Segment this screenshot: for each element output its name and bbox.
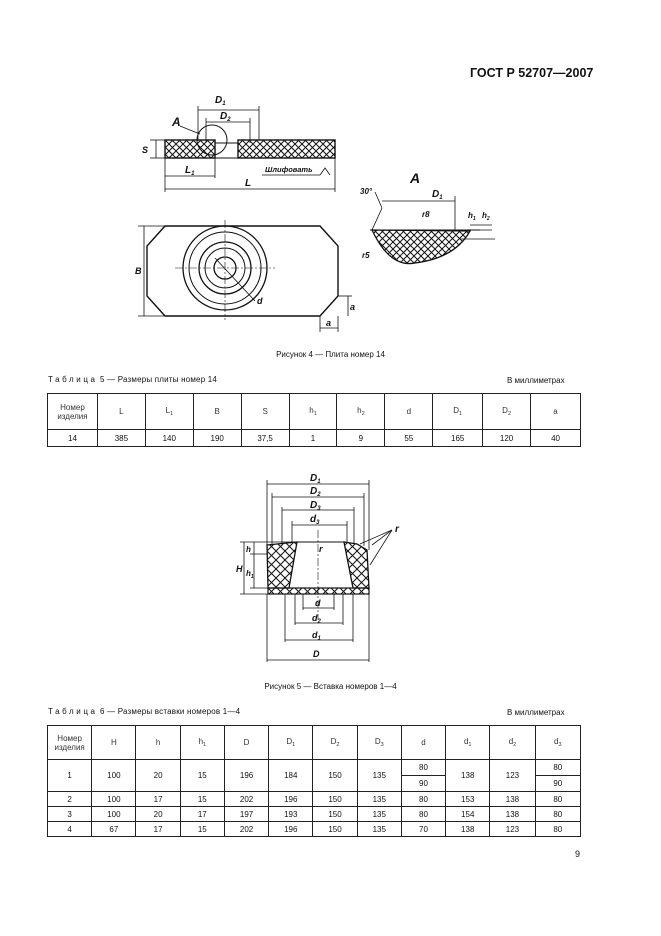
t5-cell: 120 [483, 430, 531, 447]
t6-cell: 150 [313, 760, 357, 792]
figure-4-caption: Рисунок 4 — Плита номер 14 [276, 350, 385, 359]
fig5-label-D1: $D_1$ [310, 473, 321, 485]
t5-h4 [241, 394, 289, 430]
t6-h5-text: D [286, 737, 293, 746]
table-5-title-text: 5 — Размеры плиты номер 14 [100, 375, 218, 384]
fig4-label-a-vertical: a [350, 302, 356, 312]
table-5-label-prefix: Таблица [48, 375, 98, 384]
t6-cell: 3 [48, 807, 92, 822]
fig5-label-r: r [319, 544, 323, 554]
t6-h10 [490, 726, 535, 760]
fig4-label-D2: $D_2$ [220, 111, 231, 123]
t5-h7 [385, 394, 433, 430]
t5-h6-sub: 2 [361, 411, 365, 417]
t5-cell: 165 [433, 430, 483, 447]
t5-h8-sub: 1 [459, 411, 463, 417]
t6-cell: 138 [446, 822, 490, 837]
t6-cell: 196 [269, 822, 313, 837]
t6-h5-sub: 1 [292, 742, 296, 748]
t6-cell: 20 [136, 760, 180, 792]
t6-cell: 150 [313, 807, 357, 822]
t5-h7-text: d [406, 407, 412, 416]
table-row [48, 430, 581, 447]
t6-h2-text: h [155, 738, 161, 747]
fig4-label-angle: 30° [360, 187, 373, 196]
t6-h9-sub: 1 [468, 742, 472, 748]
table-row [48, 822, 581, 837]
t5-h6-text: h [357, 406, 362, 415]
t6-cell: 80 [535, 822, 580, 837]
t6-h3-text: h [198, 737, 204, 746]
fig5-label-D2: $D_2$ [310, 486, 321, 498]
t6-cell: 80 [535, 760, 580, 776]
t5-cell: 9 [337, 430, 385, 447]
t5-h9-text: D [502, 406, 508, 415]
t6-cell: 1 [48, 760, 92, 792]
t5-h5 [289, 394, 337, 430]
t5-h6 [337, 394, 385, 430]
t6-cell: 80 [401, 760, 445, 776]
fig5-label-d2: $d_2$ [312, 613, 321, 625]
t6-h7-text: D [374, 737, 381, 746]
page-number: 9 [575, 849, 581, 859]
t6-h3-sub: 1 [203, 742, 207, 748]
t6-cell: 15 [180, 792, 224, 807]
fig4-label-D1b: $D_1$ [432, 189, 443, 201]
t6-cell: 123 [490, 822, 535, 837]
figure-5-caption: Рисунок 5 — Вставка номеров 1—4 [264, 682, 397, 691]
t5-h2 [145, 394, 193, 430]
t5-cell: 385 [97, 430, 145, 447]
fig5-label-d: d [315, 598, 321, 608]
t6-h1-text: H [110, 738, 117, 747]
t5-cell: 190 [193, 430, 241, 447]
t5-cell: 140 [145, 430, 193, 447]
figure-5-drawing [222, 470, 412, 670]
t6-cell: 67 [92, 822, 136, 837]
t6-cell: 138 [446, 760, 490, 792]
t6-h4-text: D [243, 738, 250, 747]
t5-h5-sub: 1 [313, 411, 317, 417]
t6-cell: 153 [446, 792, 490, 807]
table-6-title-text: 6 — Размеры вставки номеров 1—4 [100, 707, 241, 716]
t6-cell: 20 [136, 807, 180, 822]
t6-h10-text: d [508, 737, 514, 746]
t6-h2 [136, 726, 180, 760]
t6-cell: 17 [180, 807, 224, 822]
t6-cell: 138 [490, 807, 535, 822]
t5-h1-text: L [119, 407, 124, 416]
fig5-label-D: D [313, 649, 320, 659]
t6-cell: 196 [224, 760, 268, 792]
fig4-label-S: S [142, 145, 149, 155]
t6-h11 [535, 726, 580, 760]
fig4-label-grind: Шлифовать [265, 165, 313, 174]
t6-h8 [401, 726, 445, 760]
t6-h6-text: D [330, 737, 337, 746]
t6-cell: 17 [136, 822, 180, 837]
t6-h6 [313, 726, 357, 760]
t6-cell: 4 [48, 822, 92, 837]
table-6-header-row [48, 726, 581, 760]
table-6 [47, 725, 581, 837]
t5-cell: 55 [385, 430, 433, 447]
t6-h7-sub: 3 [380, 742, 384, 748]
t5-cell: 37,5 [241, 430, 289, 447]
fig4-label-d: d [257, 296, 263, 306]
fig4-label-D1: $D_1$ [215, 95, 226, 107]
t6-cell: 193 [269, 807, 313, 822]
t6-cell: 80 [535, 807, 580, 822]
fig4-label-A2: A [410, 170, 421, 186]
table-row [48, 792, 581, 807]
t5-h3-text: B [214, 407, 220, 416]
t5-h8-text: D [453, 406, 460, 415]
fig5-label-H: H [236, 564, 243, 574]
table-row [48, 807, 581, 822]
fig4-label-L1: $L_1$ [185, 165, 195, 177]
t6-cell: 202 [224, 822, 268, 837]
t6-cell: 138 [490, 792, 535, 807]
t5-cell: 40 [531, 430, 581, 447]
t5-h5-text: h [309, 406, 314, 415]
t5-h9 [483, 394, 531, 430]
t6-h1 [92, 726, 136, 760]
t6-cell: 202 [224, 792, 268, 807]
t6-cell: 196 [269, 792, 313, 807]
fig5-label-d3: $d_3$ [310, 514, 320, 526]
t5-h1 [97, 394, 145, 430]
t6-cell: 17 [136, 792, 180, 807]
t6-cell: 135 [357, 760, 401, 792]
fig4-label-B: B [135, 266, 142, 276]
t5-h10 [531, 394, 581, 430]
t6-cell: 100 [92, 792, 136, 807]
fig5-label-h1: $h_1$ [246, 569, 254, 580]
fig4-label-h1: $h_1$ [468, 211, 476, 222]
t5-h2-text: L [165, 406, 170, 415]
t6-cell: 135 [357, 807, 401, 822]
t6-h0-text: Номер изделия [54, 733, 85, 752]
t5-h4-text: S [262, 407, 268, 416]
t6-cell: 135 [357, 792, 401, 807]
detail-a-view [360, 170, 495, 264]
fig4-label-a-horizontal: a [326, 318, 332, 328]
fig5-label-r2: r [395, 524, 399, 535]
figure-4-drawing [120, 88, 520, 343]
t6-cell: 150 [313, 822, 357, 837]
t6-h4 [224, 726, 268, 760]
t6-cell: 150 [313, 792, 357, 807]
t6-h0 [48, 726, 92, 760]
t5-h8 [433, 394, 483, 430]
t6-h5 [269, 726, 313, 760]
t6-cell: 15 [180, 822, 224, 837]
t5-h10-text: a [553, 407, 558, 416]
t6-cell: 100 [92, 807, 136, 822]
t6-cell: 135 [357, 822, 401, 837]
fig5-label-D3: $D_3$ [310, 500, 321, 512]
table-5 [47, 393, 581, 447]
t6-h8-text: d [421, 738, 426, 747]
t6-cell: 100 [92, 760, 136, 792]
table-5-header-row [48, 394, 581, 430]
t6-cell: 184 [269, 760, 313, 792]
table-6-label-prefix: Таблица [48, 707, 98, 716]
t5-cell: 1 [289, 430, 337, 447]
t6-h9 [446, 726, 490, 760]
t6-cell: 197 [224, 807, 268, 822]
fig4-label-r8: r8 [422, 210, 430, 219]
t6-h7 [357, 726, 401, 760]
t5-h0 [48, 394, 98, 430]
t6-h9-text: d [463, 737, 469, 746]
t6-h11-text: d [554, 737, 559, 746]
t6-cell: 80 [401, 807, 445, 822]
table-6-title [48, 707, 240, 716]
fig5-label-h: h [246, 545, 251, 554]
t6-cell: 90 [401, 776, 445, 792]
t6-cell: 154 [446, 807, 490, 822]
plate-section-view [142, 95, 335, 192]
fig4-label-h2: $h_2$ [482, 211, 490, 222]
table-5-title [48, 375, 217, 384]
t5-cell: 14 [48, 430, 98, 447]
t6-h3 [180, 726, 224, 760]
fig5-label-d1: $d_1$ [312, 630, 321, 642]
t6-cell: 123 [490, 760, 535, 792]
fig4-label-L: L [245, 178, 252, 189]
t5-h3 [193, 394, 241, 430]
t5-h9-sub: 2 [507, 411, 511, 417]
fig4-label-A: A [172, 115, 181, 129]
t6-cell: 15 [180, 760, 224, 792]
t6-h11-sub: 3 [558, 742, 562, 748]
plate-plan-view [135, 220, 355, 332]
table-6-unit: В миллиметрах [507, 708, 565, 717]
t6-cell: 2 [48, 792, 92, 807]
t5-h0-text: Номер изделия [57, 402, 88, 421]
t6-h6-sub: 2 [336, 742, 340, 748]
t6-cell: 80 [535, 792, 580, 807]
table-row [48, 760, 581, 776]
t6-h10-sub: 2 [513, 742, 517, 748]
fig4-label-r5: r5 [362, 251, 370, 260]
document-standard-number: ГОСТ Р 52707—2007 [470, 66, 594, 80]
table-5-unit: В миллиметрах [507, 376, 565, 385]
t6-cell: 80 [401, 792, 445, 807]
t6-cell: 90 [535, 776, 580, 792]
insert-section-view [236, 473, 400, 662]
t6-cell: 70 [401, 822, 445, 837]
t5-h2-sub: 1 [169, 411, 174, 417]
